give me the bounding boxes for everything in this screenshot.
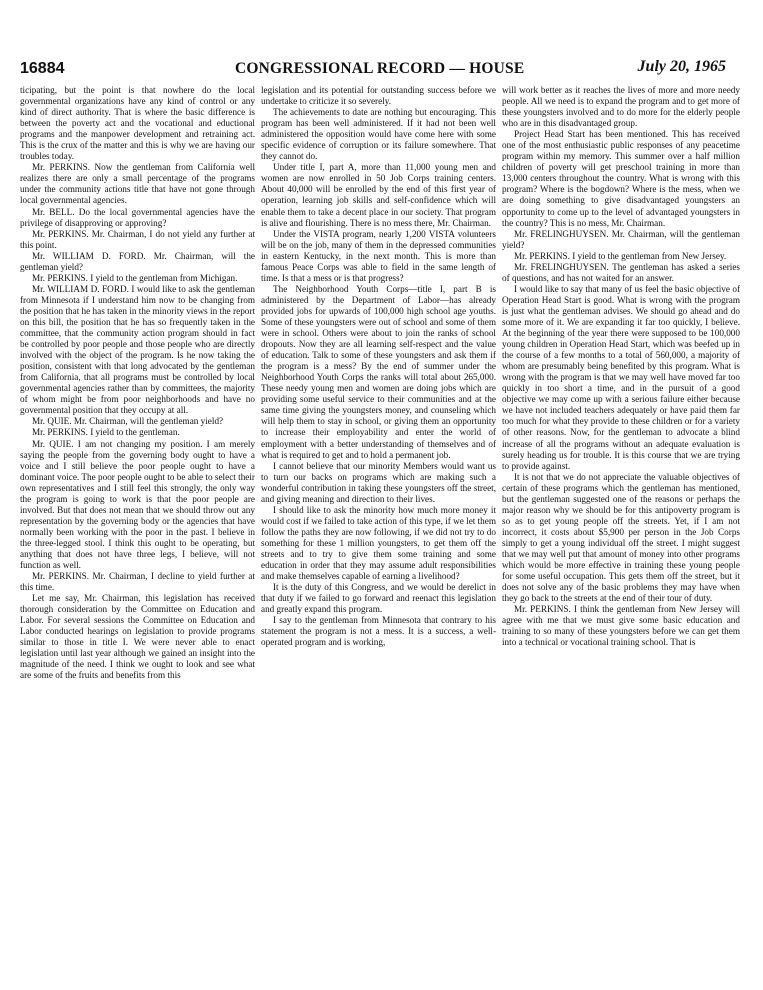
paragraph: Mr. QUIE. Mr. Chairman, will the gentleman yield? xyxy=(32,416,224,427)
paragraph: Mr. WILLIAM D. FORD. I would like to ask the gentleman from Minnesota if I understand him now to be changing from the position that he has taken in the minority views in the report on this bill, the position that he has so frequently taken in the committee, that the community action program should in fact be controlled by poor people and those people who are directly involved with the object of the program. Is he now taking the position, consistent with that long advocated by the gentleman from California, that all programs must be controlled by local governmental agencies rather than by committees, the majority of whom might be from poor neighborhoods and have no governmental position that they occupy at all. xyxy=(20,283,255,416)
paragraph: It is the duty of this Congress, and we would be derelict in that duty if we failed to go forward and reenact this legislation and greatly expand this program. xyxy=(261,582,496,615)
paragraph: Mr. PERKINS. Mr. Chairman, I do not yield any further at this point. xyxy=(20,228,255,250)
paragraph: Mr. PERKINS. I yield to the gentleman from Michigan. xyxy=(32,272,238,283)
paragraph: Mr. PERKINS. I think the gentleman from New Jersey will agree with me that we must give some basic education and training to so many of these youngsters before we can get them into a technical or vocational training school. That is xyxy=(502,604,740,648)
page-number: 16884 xyxy=(20,60,65,77)
paragraph: Mr. WILLIAM D. FORD. Mr. Chairman, will the gentleman yield? xyxy=(20,250,255,272)
paragraph: I say to the gentleman from Minnesota that contrary to his statement the program is not a mess. It is a success, a well-operated program and is working, xyxy=(261,615,496,648)
paragraph: Mr. PERKINS. I yield to the gentleman. xyxy=(32,427,180,438)
paragraph: will work better as it reaches the lives of more and more needy people. All we need is to expand the program and to get more of these youngsters involved and to do more for the elderly people who are in this disadvantaged group. xyxy=(502,85,740,129)
paragraph: legislation and its potential for outstanding success before we undertake to criticize it so severely. xyxy=(261,85,496,107)
paragraph: Under the VISTA program, nearly 1,200 VISTA volunteers will be on the job, many of them in the depressed communities in eastern Kentucky, in the next month. This is more than famous Peace Corps was able to field in the same length of time. Is that a mess or is that progress? xyxy=(261,228,496,283)
paragraph: ticipating, but the point is that nowhere do the local governmental organizations have any kind of control or any kind of direct authority. That is where the basic difference is between the poverty act and the vocational and eductional programs and the manpower development and retraining act. This is the crux of the matter and this is why we are having our troubles today. xyxy=(20,85,255,162)
paragraph: The Neighborhood Youth Corps—title I, part B is administered by the Department of Labor—has already provided jobs for upwards of 100,000 high school age youths. Some of these youngsters were out of school and some of them were in school. Others were about to join the ranks of school dropouts. Now they are all learning self-respect and the value of education. Talk to some of these youngsters and ask them if the program is a mess? By the end of summer under the Neighborhood Youth Corps the ranks will total about 265,000. These needy young men and women are doing jobs which are providing some useful service to their communities and at the same time giving the youngsters money, and counseling which will help them to stay in school, or giving them an opportunity to increase their employability and enter the world of employment with a better understanding of themselves and of what is required to get and to hold a permanent job. xyxy=(261,283,496,460)
text-column-middle xyxy=(261,85,496,648)
paragraph: I cannot believe that our minority Members would want us to turn our backs on programs which are making such a wonderful contribution in taking these youngsters off the street, and giving meaning and direction to their lives. xyxy=(261,460,496,504)
paragraph: Project Head Start has been mentioned. This has received one of the most enthusiastic public responses of any peacetime program within my memory. This summer over a half million children of poverty will get preschool training in more than 13,000 centers throughout the country. What is wrong with this program? Where is the bogdown? Where is the mess, when we are doing something to give disadvantaged youngsters an opportunity to come up to the level of advantaged youngsters in the country? This is no mess, Mr. Chairman. xyxy=(502,129,740,228)
text-column-right xyxy=(502,85,740,648)
paragraph: Mr. PERKINS. I yield to the gentleman from New Jersey. xyxy=(514,250,727,261)
paragraph: Mr. FRELINGHUYSEN. The gentleman has asked a series of questions, and has not waited for an answer. xyxy=(502,261,740,283)
paragraph: Mr. FRELINGHUYSEN. Mr. Chairman, will the gentleman yield? xyxy=(502,228,740,250)
paragraph: Mr. QUIE. I am not changing my position. I am merely saying the people from the governing body ought to have a voice and I still believe the poor people ought to have a dominant voice. The poor people ought to be able to select their own representatives and I still feel this strongly, the only way the program is going to work is that the poor people are involved. But that does not mean that we should throw out any representation by the governing body or the agencies that have normally been working with the poor in the past. I believe in the three-legged stool. I think this ought to be operating, but anything that does not have three legs, I believe, will not function as well. xyxy=(20,438,255,571)
paragraph: I would like to say that many of us feel the basic objective of Operation Head Start is good. What is wrong with the program is just what the gentleman advises. We should go ahead and do some more of it. We are expanding it far too quickly, I believe. At the beginning of the year there were supposed to be 100,000 young children in Operation Head Start, which was beefed up in the course of a few months to a total of 560,000, a majority of whom are presumably being benefited by this program. What is wrong with the program is that we may well have moved far too quickly in too short a time, and in the pursuit of a good objective we may come up with a serious failure either because we have not included teachers adequately or have paid them far too much for what they provide to these children or for a variety of other reasons. Now, for the gentleman to advocate a blind increase of all the programs without an adequate evaluation is surely heading us for trouble. It is this course that we are trying to provide against. xyxy=(502,283,740,471)
paragraph: Under title I, part A, more than 11,000 young men and women are now enrolled in 50 Job Corps training centers. About 40,000 will be enrolled by the end of this first year of operation, learning job skills and self-confidence which will enable them to take a decent place in our society. That program is alive and flourishing. There is no mess there, Mr. Chairman. xyxy=(261,162,496,228)
paragraph: It is not that we do not appreciate the valuable objectives of certain of these programs which the gentleman has mentioned, but the gentleman suggested one of the reasons or perhaps the major reason why we should be for this antipoverty program is so as to get young people off the streets. Yet, if I am not incorrect, it costs about $5,900 per person in the Job Corps simply to get a young individual off the street. I might suggest that we may well put that amount of money into other programs which would be more effective in training these young people for some useful occupation. This gets them off the street, but it does not solve any of the basic problems they may have when they go back to the streets at the end of their tour of duty. xyxy=(502,471,740,604)
paragraph: I should like to ask the minority how much more money it would cost if we failed to take action of this type, if we let them follow the paths they are now following, if we did not try to do something for these 1 million youngsters, to get them off the streets and to try to give them some training and some education in order that they may assume adult responsibilities and make themselves capable of earning a livelihood? xyxy=(261,504,496,582)
paragraph: Mr. PERKINS. Now the gentleman from California well realizes there are only a small percentage of the programs under the community actions title that have not gone through local governmental agencies. xyxy=(20,162,255,206)
issue-date: July 20, 1965 xyxy=(637,58,726,75)
paragraph: Mr. PERKINS. Mr. Chairman, I decline to yield further at this time. xyxy=(20,571,255,593)
journal-title: CONGRESSIONAL RECORD — HOUSE xyxy=(235,60,525,77)
paragraph: Let me say, Mr. Chairman, this legislation has received thorough consideration by the Committee on Education and Labor. For several sessions the Committee on Education and Labor conducted hearings on legislation to provide programs similar to those in title I. We were never able to enact legislation until last year although we gained an insight into the magnitude of the need. I think we ought to look and see what are some of the fruits and benefits from this xyxy=(20,593,255,681)
page-header xyxy=(20,52,726,82)
text-column-left xyxy=(20,85,255,682)
paragraph: Mr. BELL. Do the local governmental agencies have the privilege of disapproving or approving? xyxy=(20,206,255,228)
paragraph: The achievements to date are nothing but encouraging. This program has been well administered. If it had not been well administered the opposition would have come here with some specific evidence of corruption or its failure somewhere. That they cannot do. xyxy=(261,107,496,162)
